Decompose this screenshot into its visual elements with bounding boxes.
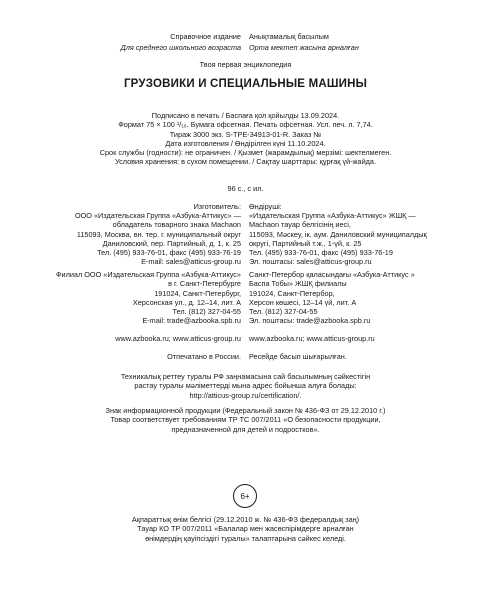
text-line: растау туралы мәліметтерді мына адрес бойынша алуға болады: [134, 381, 357, 391]
websites-ru: www.azbooka.ru; www.atticus-group.ru [115, 334, 241, 343]
websites-kz: www.azbooka.ru; www.atticus-group.ru [249, 334, 375, 343]
info-product-sign [0, 406, 491, 434]
text-line: Тауар КО ТР 007/2011 «Балалар мен жасөспірімдерге арналған [137, 524, 354, 534]
address-line: «Издательская Группа «Азбука-Аттикус» ЖШҚ — [249, 211, 416, 220]
address-line: Тел. (495) 933-76-01, факс (495) 933-76-19 [249, 248, 393, 258]
book-title: ГРУЗОВИКИ И СПЕЦИАЛЬНЫЕ МАШИНЫ [123, 78, 368, 90]
text-line: Ақпараттық өнім белгісі (29.12.2010 ж. № 436-ФЗ федералдық заң) [131, 515, 360, 524]
series-name: Твоя первая энциклопедия [199, 60, 292, 69]
printed-in-ru: Отпечатано в России. [167, 352, 241, 361]
text-line: предназначенной для детей и подростков». [171, 424, 320, 434]
address-line: Тел. (812) 327-04-55 [172, 307, 241, 317]
address-line: Даниловский, пер. Партийный, д. 1, к. 25 [102, 238, 241, 248]
address-line: Санкт-Петербор қаласындағы «Азбука-Аттикус » [249, 270, 415, 279]
printed-in-kz: Ресейде басып шығарылған. [249, 352, 347, 361]
address-line: 115093, Мәскеу, ік. аум. Даниловский муниципалдық [249, 229, 427, 239]
address-line: Machaon тауар белгісінің иесі, [249, 220, 351, 230]
manufacturer-label-ru: Изготовитель: [193, 202, 241, 211]
email-line: E-mail: sales@atticus-group.ru [141, 257, 241, 267]
print-line: Срок службы (годности): не ограничен. / Қызмет (жарамдылық) мерзімі: шектелмеген. [99, 148, 392, 158]
address-line: 191024, Санкт-Петербург, [154, 288, 241, 298]
text-line: өнімдердің қауіпсіздігі туралы» талаптарына сәйкес келеді. [145, 533, 346, 543]
address-line: Херсонская ул., д. 12–14, лит. А [132, 297, 241, 307]
manufacturer-label-kz: Өндіруші: [249, 202, 282, 211]
address-line: обладатель товарного знака Machaon [112, 220, 241, 230]
address-line: 115093, Москва, вн. тер. г. муниципальный округ [76, 229, 241, 239]
reference-edition-ru: Справочное издание [170, 32, 241, 41]
address-line: Тел. (495) 933-76-01, факс (495) 933-76-19 [97, 248, 241, 258]
print-line: Условия хранения: в сухом помещении. / Сақтау шарттары: құрғақ үй-жайда. [114, 157, 376, 167]
tech-regulation [0, 372, 491, 400]
email-line: E-mail: trade@azbooka.spb.ru [142, 316, 241, 326]
print-line: Дата изготовления / Өндірілген күні 11.10.2024. [165, 138, 326, 148]
text-line: Знак информационной продукции (Федеральный закон № 436-ФЗ от 29.12.2010 г.) [105, 406, 386, 415]
branch-ru [56, 270, 241, 326]
text-line: http://atticus-group.ru/certification/. [189, 390, 302, 400]
manufacturer-ru [75, 211, 241, 267]
print-details [0, 111, 491, 167]
pages-info: 96 с., с ил. [227, 184, 264, 193]
address-line: Баспа Тобы» ЖШҚ филиалы [249, 279, 347, 289]
email-line: Эл. поштасы: sales@atticus-group.ru [249, 257, 372, 267]
manufacturer-kz [249, 211, 427, 267]
print-line: Подписано в печать / Баспаға қол қойылды 13.09.2024. [151, 111, 340, 120]
footer-kz [0, 515, 491, 543]
print-line: Формат 75 × 100 ¹/₁₆. Бумага офсетная. Печать офсетная. Усл. печ. л. 7,74. [118, 120, 373, 130]
text-line: Товар соответствует требованиям ТР ТС 007/2011 «О безопасности продукции, [110, 415, 381, 425]
age-group-kz: Орта мектеп жасына арналған [249, 43, 359, 52]
address-line: Филиал ООО «Издательская Группа «Азбука-Аттикус» [55, 270, 241, 279]
print-line: Тираж 3000 экз. S-TPE-34913-01-R. Заказ № [169, 129, 322, 139]
address-line: Тел. (812) 327-04-55 [249, 307, 318, 317]
age-group-ru: Для среднего школьного возраста [120, 43, 241, 52]
address-line: в г. Санкт-Петербурге [168, 279, 241, 289]
text-line: Техникалық реттеу туралы РФ заңнамасына сай басылымның сәйкестігін [120, 372, 371, 381]
address-line: Херсон көшесі, 12–14 үй, лит. А [249, 297, 357, 307]
address-line: округі, Партийный т.ж., 1-үй, к. 25 [249, 238, 362, 248]
age-rating-badge: 6+ [233, 484, 257, 508]
reference-edition-kz: Анықтамалық басылым [249, 32, 329, 41]
address-line: ООО «Издательская Группа «Азбука-Аттикус» — [74, 211, 241, 220]
address-line: 191024, Санкт-Петербор, [249, 288, 335, 298]
email-line: Эл. поштасы: trade@azbooka.spb.ru [249, 316, 371, 326]
branch-kz [249, 270, 415, 326]
